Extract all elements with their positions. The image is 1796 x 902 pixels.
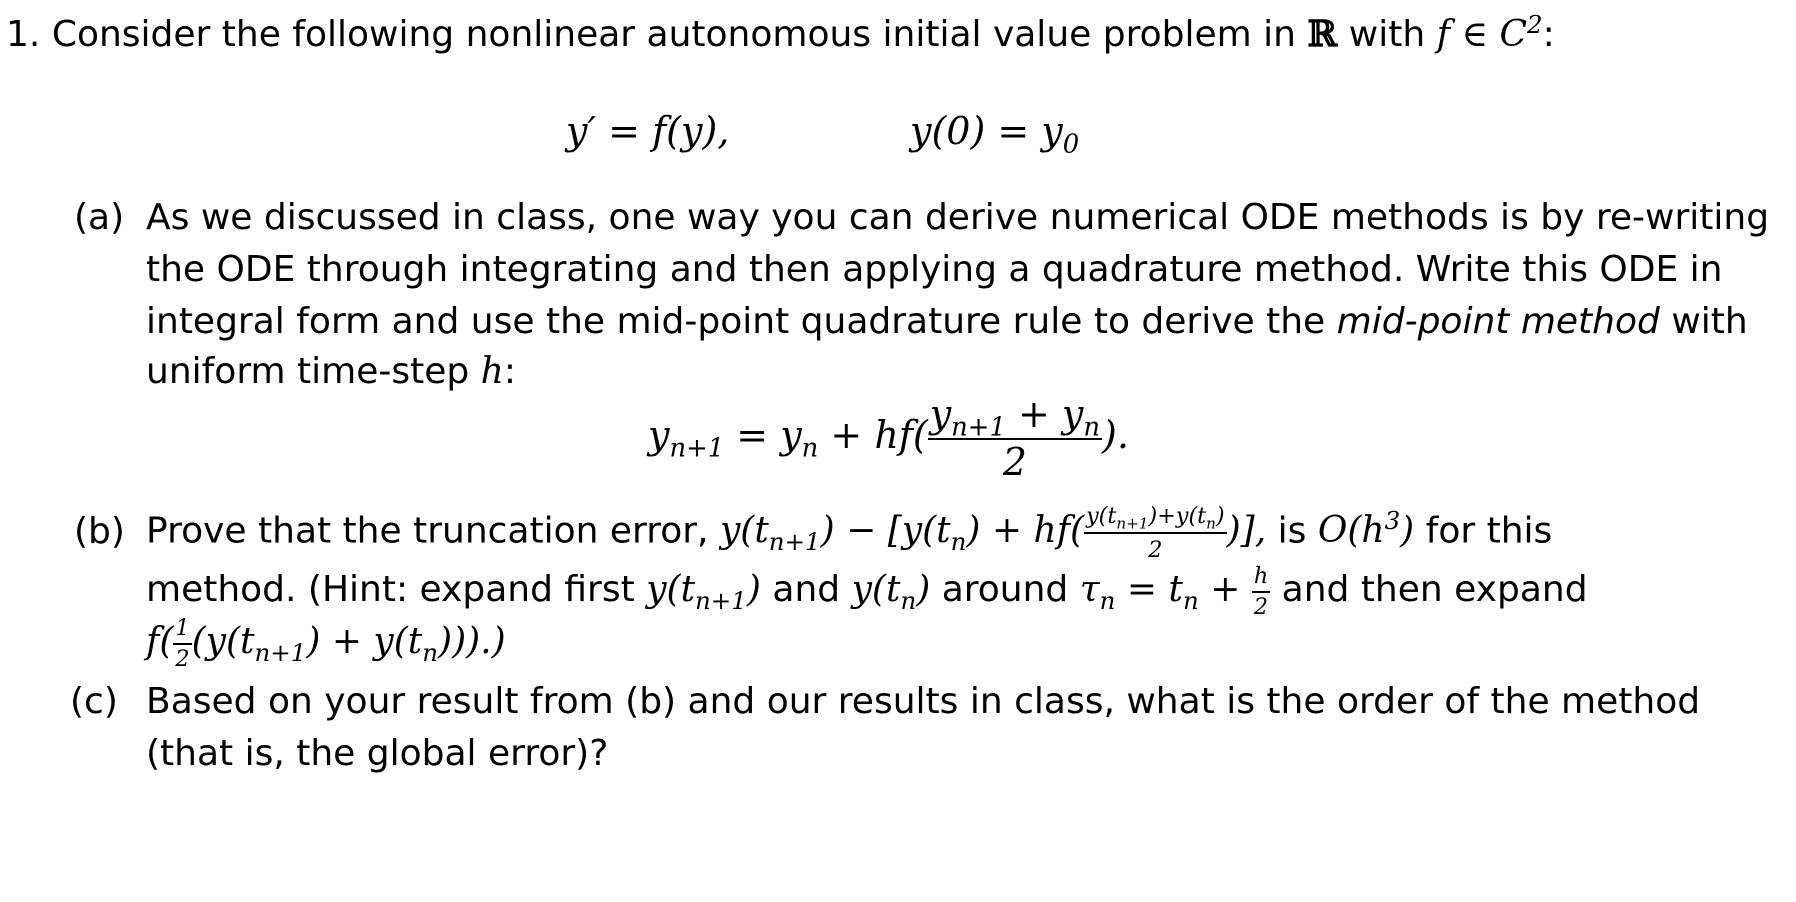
problem-intro-colon: : bbox=[1542, 14, 1555, 55]
ode-equation: y′ = f(y), bbox=[566, 109, 730, 153]
part-b-line-3: f( $\frac{1}{2}$ $(y(t_{n+1}) + y(t_n))$).) bbox=[146, 615, 506, 672]
problem-intro: Consider the following nonlinear autonomous initial value problem in bbox=[51, 14, 1296, 55]
part-a-line-1: As we discussed in class, one way you can derive numerical ODE methods is by re-writing bbox=[146, 197, 1770, 238]
part-a-line-3: integral form and use the mid-point quadrature rule to derive the mid-point method with bbox=[146, 301, 1748, 342]
problem-number: 1. bbox=[6, 14, 41, 55]
real-numbers-symbol: ℝ bbox=[1307, 13, 1338, 55]
tau-expr: $\tau_n = t_n$ + $\frac{h}{2}$ bbox=[1079, 563, 1269, 620]
part-c-line-2: (that is, the global error)? bbox=[146, 733, 609, 774]
truncation-error-fraction: $\frac{y(t_{n+1})+y(t_n)}{2}$ bbox=[1084, 500, 1227, 567]
part-b-line-1: Prove that the truncation error, $y(t_{n+1}) - [y(t_n) + hf$( $\frac{y(t_{n+1})+y(t_n)}{2}$ )], is $O(h^3)$ for this bbox=[146, 500, 1552, 567]
part-c-line-1: Based on your result from (b) and our results in class, what is the order of the method bbox=[146, 681, 1701, 722]
order-expr: $O(h^3)$ bbox=[1317, 506, 1415, 552]
mid-point-method-emphasis: mid-point method bbox=[1336, 301, 1660, 342]
truncation-error-expr: $y(t_{n+1}) - [y(t_n) + hf$( $\frac{y(t_{n+1})+y(t_n)}{2}$ )], bbox=[720, 510, 1266, 551]
part-b-line-2: method. (Hint: expand first $y(t_{n+1})$ and $y(t_n)$ around $\tau_n = t_n$ + $\frac{h}{2}$ and then expand bbox=[146, 563, 1588, 620]
midpoint-fraction: $\frac{y_{n+1} + y_n}{2}$ bbox=[929, 392, 1101, 484]
part-b-label: (b) bbox=[74, 511, 125, 552]
part-c-label: (c) bbox=[70, 681, 118, 722]
midpoint-formula: $y_{n+1} = y_n + hf$( $\frac{y_{n+1} + y_n}{2}$ ). bbox=[648, 392, 1129, 484]
problem-intro-with: with bbox=[1348, 14, 1426, 55]
part-a-line-2: the ODE through integrating and then applying a quadrature method. Write this ODE in bbox=[146, 249, 1723, 290]
half-h-fraction: $\frac{h}{2}$ bbox=[1253, 563, 1269, 620]
part-a-label: (a) bbox=[74, 197, 125, 238]
smoothness-condition: f ∈ $C^2$ bbox=[1436, 10, 1543, 55]
one-half-fraction: $\frac{1}{2}$ bbox=[175, 615, 190, 672]
part-a-line-4: uniform time-step h: bbox=[146, 351, 516, 392]
initial-condition: $y(0) = y_0$ bbox=[910, 109, 1080, 160]
problem-statement bbox=[6, 10, 1555, 55]
